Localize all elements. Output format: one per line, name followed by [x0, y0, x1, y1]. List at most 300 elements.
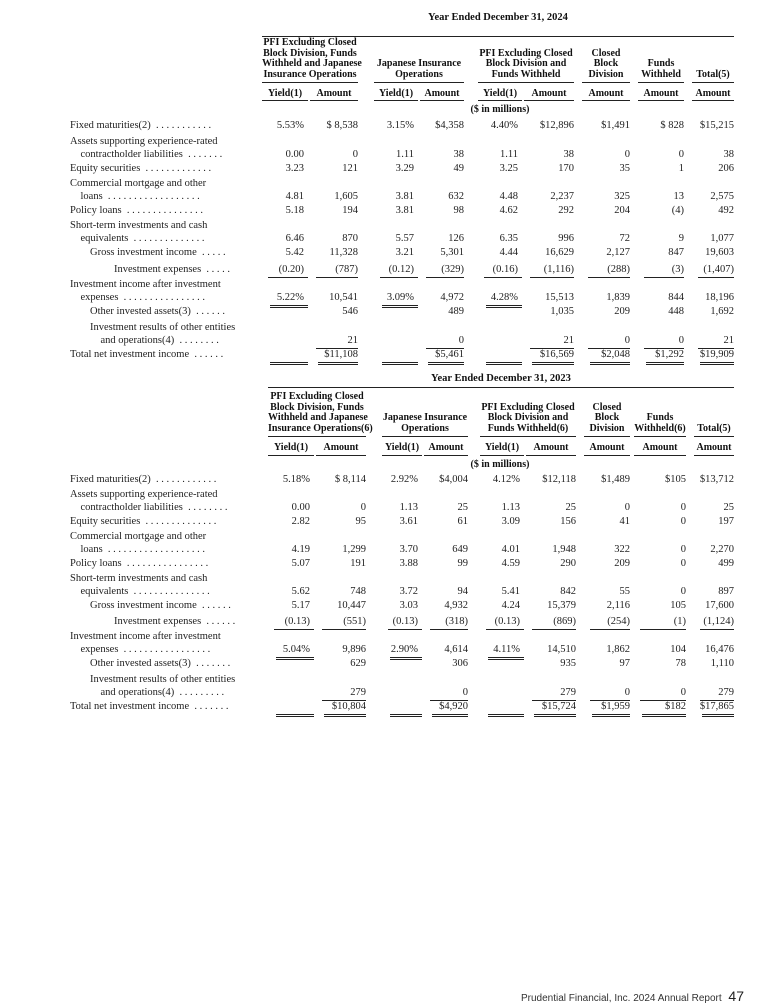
cell-value: 4,614	[444, 644, 468, 655]
total-double-rule	[270, 305, 308, 308]
subheader-rule	[638, 100, 684, 101]
total-double-rule	[432, 714, 468, 717]
cell-value: 0	[624, 149, 630, 160]
cell-value: 0	[462, 687, 468, 698]
column-group-header: Funds Withheld(6)	[634, 412, 686, 434]
subtotal-rule	[322, 629, 366, 630]
cell-value: 98	[453, 205, 464, 216]
cell-value: (254)	[607, 616, 630, 627]
cell-value: (1,116)	[543, 264, 574, 275]
cell-value: 2,127	[606, 247, 630, 258]
total-double-rule	[488, 714, 524, 717]
cell-value: 748	[350, 586, 366, 597]
cell-value: $1,489	[601, 474, 630, 485]
row-label: Assets supporting experience-rated contractholder liabilities . . . . . . . .	[70, 489, 228, 513]
row-label: Investment results of other entities and operations(4) . . . . . . . .	[90, 322, 236, 346]
cell-value: $1,491	[601, 120, 630, 131]
cell-value: 206	[718, 163, 734, 174]
cell-value: 4.01	[501, 544, 520, 555]
cell-value: 25	[723, 502, 734, 513]
row-label: Commercial mortgage and other loans . . . . . . . . . . . . . . . . . . .	[70, 531, 207, 555]
cell-value: 3.70	[399, 544, 418, 555]
subheader-rule	[316, 455, 366, 456]
subtotal-rule	[698, 277, 734, 278]
group-header-rule	[478, 82, 574, 83]
total-double-rule	[646, 362, 684, 365]
cell-value: 191	[350, 558, 366, 569]
cell-value: 292	[558, 205, 574, 216]
cell-value: 0	[360, 502, 366, 513]
cell-value: $ 8,114	[334, 474, 366, 485]
cell-value: (1,124)	[703, 616, 734, 627]
subtotal-rule	[530, 277, 574, 278]
cell-value: 629	[350, 658, 366, 669]
subtotal-rule	[588, 277, 630, 278]
page-number: 47	[728, 988, 744, 1004]
cell-value: 6.46	[285, 233, 304, 244]
cell-value: (288)	[607, 264, 630, 275]
cell-value: 3.72	[399, 586, 418, 597]
column-group-header: PFI Excluding Closed Block Division and Funds Withheld	[479, 47, 573, 80]
cell-value: 4.28%	[490, 292, 518, 303]
total-double-rule	[324, 714, 366, 717]
cell-value: 4,972	[440, 292, 464, 303]
cell-value: 21	[723, 335, 734, 346]
cell-value: 41	[619, 516, 630, 527]
row-label: Equity securities . . . . . . . . . . . . . .	[70, 516, 217, 527]
cell-value: 290	[560, 558, 576, 569]
subheader-rule	[268, 455, 314, 456]
cell-value: (0.13)	[284, 616, 310, 627]
cell-value: 3.21	[395, 247, 414, 258]
cell-value: 15,513	[545, 292, 574, 303]
total-double-rule	[382, 362, 418, 365]
cell-value: 1,035	[550, 306, 574, 317]
cell-value: 35	[619, 163, 630, 174]
total-double-rule	[270, 362, 308, 365]
cell-value: 3.88	[399, 558, 418, 569]
column-subheader: Yield(1)	[484, 442, 520, 453]
group-header-rule	[694, 436, 734, 437]
cell-value: 279	[718, 687, 734, 698]
cell-value: 1,605	[334, 191, 358, 202]
column-subheader: Amount	[316, 88, 352, 99]
cell-value: 499	[718, 558, 734, 569]
total-double-rule	[590, 362, 630, 365]
row-label: Short-term investments and cash equivalents . . . . . . . . . . . . . . .	[70, 573, 210, 597]
cell-value: 1.13	[399, 502, 418, 513]
row-label: Investment expenses . . . . .	[114, 264, 231, 275]
cell-value: (869)	[553, 616, 576, 627]
group-header-rule	[374, 82, 464, 83]
column-subheader: Amount	[643, 88, 679, 99]
cell-value: 18,196	[705, 292, 734, 303]
cell-value: (318)	[445, 616, 468, 627]
cell-value: 6.35	[499, 233, 518, 244]
cell-value: $17,865	[699, 701, 734, 712]
cell-value: (1,407)	[703, 264, 734, 275]
cell-value: 156	[560, 516, 576, 527]
subtotal-rule	[644, 277, 684, 278]
row-label: Policy loans . . . . . . . . . . . . . . . .	[70, 558, 209, 569]
cell-value: 897	[718, 586, 734, 597]
cell-value: (0.12)	[388, 264, 414, 275]
cell-value: 0	[352, 149, 358, 160]
cell-value: $105	[665, 474, 686, 485]
row-label: Commercial mortgage and other loans . . . . . . . . . . . . . . . . . .	[70, 178, 207, 202]
cell-value: 25	[565, 502, 576, 513]
cell-value: 489	[448, 306, 464, 317]
cell-value: 15,379	[547, 600, 576, 611]
cell-value: $12,896	[539, 120, 574, 131]
total-double-rule	[700, 362, 734, 365]
cell-value: 95	[355, 516, 366, 527]
column-group-header: PFI Excluding Closed Block Division and Funds Withheld(6)	[481, 401, 575, 434]
cell-value: 1,077	[710, 233, 734, 244]
cell-value: 2,575	[710, 191, 734, 202]
total-double-rule	[702, 714, 734, 717]
subheader-rule	[634, 455, 686, 456]
total-double-rule	[276, 657, 314, 660]
cell-value: $16,569	[539, 349, 574, 360]
column-subheader: Amount	[588, 88, 624, 99]
total-double-rule	[486, 362, 522, 365]
subtotal-rule	[700, 629, 734, 630]
row-label: Other invested assets(3) . . . . . . .	[90, 658, 231, 669]
subtotal-rule	[316, 277, 358, 278]
cell-value: $12,118	[542, 474, 576, 485]
subtotal-rule	[590, 629, 630, 630]
cell-value: $1,292	[655, 349, 684, 360]
cell-value: 0	[680, 558, 686, 569]
cell-value: 55	[619, 586, 630, 597]
cell-value: 1.11	[396, 149, 414, 160]
cell-value: 3.03	[399, 600, 418, 611]
cell-value: 842	[560, 586, 576, 597]
subheader-rule	[694, 455, 734, 456]
cell-value: 5.17	[291, 600, 310, 611]
cell-value: 94	[457, 586, 468, 597]
cell-value: 0	[678, 335, 684, 346]
row-label: Short-term investments and cash equivalents . . . . . . . . . . . . . .	[70, 220, 208, 244]
cell-value: 126	[448, 233, 464, 244]
row-label: Total net investment income . . . . . . .	[70, 701, 229, 712]
page-footer	[521, 988, 744, 1004]
cell-value: 9	[678, 233, 684, 244]
column-subheader: Yield(1)	[384, 442, 420, 453]
subtotal-rule	[268, 277, 308, 278]
subtotal-rule	[380, 277, 418, 278]
footer-report-name: Prudential Financial, Inc. 2024 Annual Report	[520, 993, 722, 1004]
cell-value: 4.48	[499, 191, 518, 202]
cell-value: 4.40%	[490, 120, 518, 131]
cell-value: 935	[560, 658, 576, 669]
cell-value: 1,692	[710, 306, 734, 317]
subheader-rule	[582, 100, 630, 101]
group-header-rule	[692, 82, 734, 83]
cell-value: 38	[723, 149, 734, 160]
cell-value: 870	[342, 233, 358, 244]
cell-value: 4.59	[501, 558, 520, 569]
column-subheader: Amount	[533, 442, 569, 453]
column-group-header: Closed Block Division	[588, 47, 624, 80]
row-label: Fixed maturities(2) . . . . . . . . . . .	[70, 120, 212, 131]
cell-value: 4.81	[285, 191, 304, 202]
cell-value: 38	[453, 149, 464, 160]
cell-value: 1	[678, 163, 684, 174]
column-subheader: Amount	[323, 442, 359, 453]
cell-value: 1,948	[552, 544, 576, 555]
subheader-rule	[420, 100, 464, 101]
row-label: Investment income after investment expenses . . . . . . . . . . . . . . . . .	[70, 631, 221, 655]
subheader-rule	[424, 455, 468, 456]
column-group-header: Total(5)	[696, 68, 730, 80]
cell-value: 17,600	[705, 600, 734, 611]
subtotal-rule	[640, 629, 686, 630]
cell-value: 0	[680, 586, 686, 597]
cell-value: 1.11	[500, 149, 518, 160]
cell-value: 5.53%	[276, 120, 304, 131]
cell-value: 5.41	[501, 586, 520, 597]
cell-value: 49	[453, 163, 464, 174]
cell-value: 4,932	[444, 600, 468, 611]
cell-value: $13,712	[699, 474, 734, 485]
cell-value: 5.57	[395, 233, 414, 244]
column-subheader: Amount	[589, 442, 625, 453]
cell-value: 0	[678, 149, 684, 160]
cell-value: 194	[342, 205, 358, 216]
cell-value: 21	[563, 335, 574, 346]
cell-value: 546	[342, 306, 358, 317]
column-subheader: Amount	[424, 88, 460, 99]
column-subheader: Amount	[696, 442, 732, 453]
cell-value: 61	[457, 516, 468, 527]
column-subheader: Amount	[695, 88, 731, 99]
cell-value: 5.07	[291, 558, 310, 569]
group-header-rule	[268, 436, 366, 437]
subheader-rule	[526, 455, 576, 456]
table-title: Year Ended December 31, 2023	[431, 373, 571, 384]
cell-value: 14,510	[547, 644, 576, 655]
cell-value: 5,301	[440, 247, 464, 258]
cell-value: 279	[560, 687, 576, 698]
total-double-rule	[428, 362, 464, 365]
cell-value: 0	[624, 502, 630, 513]
cell-value: 649	[452, 544, 468, 555]
column-subheader: Amount	[642, 442, 678, 453]
cell-value: 3.09%	[386, 292, 414, 303]
group-header-rule	[638, 82, 684, 83]
cell-value: 5.22%	[276, 292, 304, 303]
subheader-rule	[478, 100, 522, 101]
group-header-rule	[584, 436, 630, 437]
cell-value: 3.61	[399, 516, 418, 527]
cell-value: 16,476	[705, 644, 734, 655]
total-double-rule	[276, 714, 314, 717]
total-double-rule	[382, 305, 418, 308]
subheader-rule	[262, 100, 308, 101]
cell-value: 0	[680, 516, 686, 527]
cell-value: 78	[675, 658, 686, 669]
subtotal-rule	[484, 277, 522, 278]
group-header-rule	[262, 82, 358, 83]
cell-value: (0.16)	[492, 264, 518, 275]
column-subheader: Yield(1)	[273, 442, 309, 453]
row-label: Assets supporting experience-rated contractholder liabilities . . . . . . .	[70, 136, 223, 160]
column-group-header: Funds Withheld	[641, 58, 681, 80]
cell-value: 0	[624, 335, 630, 346]
subtotal-rule	[388, 629, 422, 630]
cell-value: 9,896	[342, 644, 366, 655]
cell-value: 1,862	[606, 644, 630, 655]
cell-value: $10,804	[331, 701, 366, 712]
cell-value: $ 828	[660, 120, 684, 131]
row-label: Investment results of other entities and operations(4) . . . . . . . . .	[90, 674, 236, 698]
cell-value: 4.44	[499, 247, 518, 258]
cell-value: $15,215	[699, 120, 734, 131]
cell-value: 0	[680, 544, 686, 555]
cell-value: $1,959	[601, 701, 630, 712]
cell-value: 0	[624, 687, 630, 698]
cell-value: 2,270	[710, 544, 734, 555]
row-label: Gross investment income . . . . . .	[90, 600, 231, 611]
group-header-rule	[582, 82, 630, 83]
cell-value: 16,629	[545, 247, 574, 258]
cell-value: $4,358	[435, 120, 464, 131]
title-rule	[268, 387, 734, 388]
row-label: Equity securities . . . . . . . . . . . . .	[70, 163, 212, 174]
cell-value: 209	[614, 558, 630, 569]
cell-value: (4)	[671, 205, 684, 216]
cell-value: 170	[558, 163, 574, 174]
cell-value: 105	[670, 600, 686, 611]
cell-value: 13	[673, 191, 684, 202]
cell-value: 2,237	[550, 191, 574, 202]
cell-value: 5.42	[285, 247, 304, 258]
row-label: Policy loans . . . . . . . . . . . . . . .	[70, 205, 203, 216]
cell-value: 4.19	[291, 544, 310, 555]
column-subheader: Yield(1)	[267, 88, 303, 99]
cell-value: 19,603	[705, 247, 734, 258]
row-label: Other invested assets(3) . . . . . .	[90, 306, 226, 317]
cell-value: 38	[563, 149, 574, 160]
subtotal-rule	[426, 277, 464, 278]
cell-value: 0	[680, 687, 686, 698]
cell-value: 4.62	[499, 205, 518, 216]
cell-value: 0.00	[291, 502, 310, 513]
cell-value: 1.13	[501, 502, 520, 513]
cell-value: (0.20)	[278, 264, 304, 275]
cell-value: 204	[614, 205, 630, 216]
cell-value: 2.90%	[390, 644, 418, 655]
row-label: Fixed maturities(2) . . . . . . . . . . . .	[70, 474, 217, 485]
cell-value: 72	[619, 233, 630, 244]
cell-value: 0.00	[285, 149, 304, 160]
column-subheader: Yield(1)	[378, 88, 414, 99]
cell-value: 5.62	[291, 586, 310, 597]
group-header-rule	[634, 436, 686, 437]
cell-value: 492	[718, 205, 734, 216]
total-double-rule	[390, 657, 422, 660]
row-label: Gross investment income . . . . .	[90, 247, 226, 258]
cell-value: $5,461	[435, 349, 464, 360]
cell-value: 104	[670, 644, 686, 655]
cell-value: 21	[347, 335, 358, 346]
cell-value: 1,299	[342, 544, 366, 555]
column-subheader: Amount	[428, 442, 464, 453]
cell-value: $4,004	[439, 474, 468, 485]
total-double-rule	[642, 714, 686, 717]
row-label: Investment expenses . . . . . .	[114, 616, 236, 627]
column-group-header: Total(5)	[697, 422, 731, 434]
cell-value: 3.25	[499, 163, 518, 174]
cell-value: $ 8,538	[326, 120, 358, 131]
column-subheader: Amount	[531, 88, 567, 99]
cell-value: 306	[452, 658, 468, 669]
cell-value: 1,110	[710, 658, 734, 669]
subheader-rule	[584, 455, 630, 456]
column-group-header: PFI Excluding Closed Block Division, Funds Withheld and Japanese Insurance Operations(6)	[268, 391, 373, 434]
total-double-rule	[532, 362, 574, 365]
subheader-rule	[480, 455, 524, 456]
cell-value: $19,909	[699, 349, 734, 360]
cell-value: 5.04%	[282, 644, 310, 655]
cell-value: $15,724	[541, 701, 576, 712]
cell-value: 632	[448, 191, 464, 202]
column-subheader: Yield(1)	[482, 88, 518, 99]
group-header-rule	[382, 436, 468, 437]
cell-value: (0.13)	[494, 616, 520, 627]
cell-value: 448	[668, 306, 684, 317]
column-group-header: Japanese Insurance Operations	[376, 58, 462, 80]
cell-value: 5.18%	[282, 474, 310, 485]
total-double-rule	[592, 714, 630, 717]
cell-value: (329)	[441, 264, 464, 275]
column-group-header: PFI Excluding Closed Block Division, Funds Withheld and Japanese Insurance Operations	[262, 37, 362, 80]
units-label: ($ in millions)	[470, 104, 530, 115]
cell-value: 10,541	[329, 292, 358, 303]
cell-value: $182	[665, 701, 686, 712]
subtotal-rule	[274, 629, 314, 630]
cell-value: 3.09	[501, 516, 520, 527]
total-double-rule	[318, 362, 358, 365]
subheader-rule	[382, 455, 422, 456]
cell-value: 2.82	[291, 516, 310, 527]
cell-value: 996	[558, 233, 574, 244]
cell-value: 279	[350, 687, 366, 698]
units-label: ($ in millions)	[470, 459, 530, 470]
cell-value: 25	[457, 502, 468, 513]
column-group-header: Japanese Insurance Operations	[382, 412, 468, 434]
cell-value: 0	[458, 335, 464, 346]
cell-value: 1,839	[606, 292, 630, 303]
total-double-rule	[488, 657, 524, 660]
column-group-header: Closed Block Division	[589, 401, 625, 434]
subheader-rule	[374, 100, 418, 101]
cell-value: 10,447	[337, 600, 366, 611]
table-title: Year Ended December 31, 2024	[428, 12, 568, 23]
cell-value: 844	[668, 292, 684, 303]
cell-value: 11,328	[329, 247, 358, 258]
cell-value: (787)	[335, 264, 358, 275]
total-double-rule	[534, 714, 576, 717]
subtotal-rule	[532, 629, 576, 630]
cell-value: 3.15%	[386, 120, 414, 131]
cell-value: 5.18	[285, 205, 304, 216]
group-header-rule	[480, 436, 576, 437]
cell-value: $11,108	[324, 349, 358, 360]
row-label: Total net investment income . . . . . .	[70, 349, 224, 360]
